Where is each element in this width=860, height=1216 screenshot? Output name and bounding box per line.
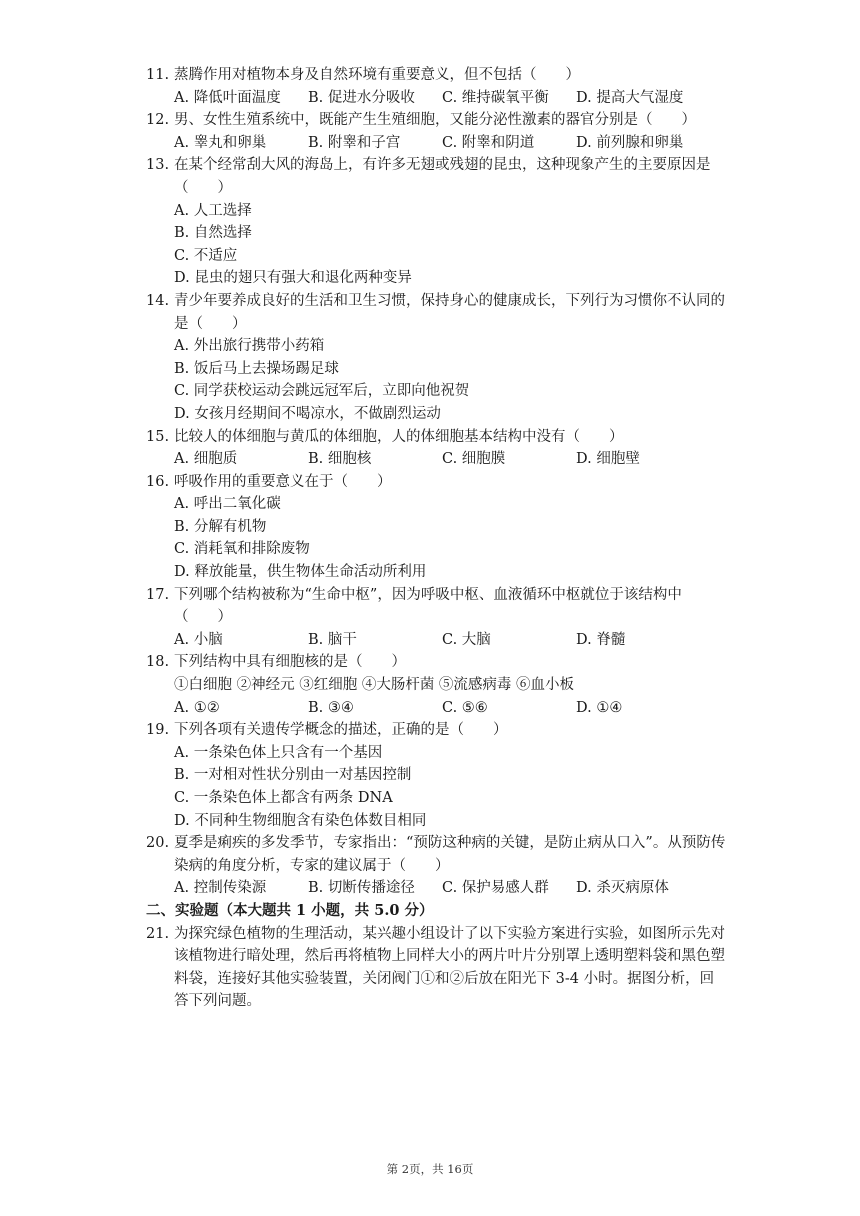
question-stem: 下列结构中具有细胞核的是（ ） [174, 654, 406, 671]
option-b: B. 分解有机物 [174, 518, 267, 535]
question-13 [146, 154, 726, 290]
options-list [174, 493, 726, 583]
option-a: A. 呼出二氧化碳 [174, 496, 281, 513]
question-number: 19. [146, 722, 170, 739]
option-c: C. 维持碳氧平衡 [442, 89, 549, 106]
question-stem: 夏季是痢疾的多发季节，专家指出：“预防这种病的关键，是防止病从口入”。从预防传染病的角度分析，专家的建议属于（ ） [174, 835, 726, 874]
question-19 [146, 719, 726, 832]
question-stem: 蒸腾作用对植物本身及自然环境有重要意义，但不包括（ ） [174, 67, 580, 83]
option-b: B. 自然选择 [174, 225, 252, 242]
question-number: 15. [146, 428, 170, 445]
question-12 [146, 109, 726, 154]
option-a: A. 睾丸和卵巢 [174, 134, 267, 151]
option-d: D. ①④ [576, 699, 623, 716]
options-row [174, 87, 726, 110]
option-b: B. 附睾和子宫 [308, 134, 401, 151]
options-row [174, 448, 726, 471]
option-c: C. 细胞膜 [442, 451, 506, 468]
option-d: D. 细胞壁 [576, 451, 640, 468]
option-c: C. 保护易感人群 [442, 880, 549, 897]
question-stem: 在某个经常刮大风的海岛上，有许多无翅或残翅的昆虫，这种现象产生的主要原因是（ ） [174, 157, 711, 196]
option-b: B. 切断传播途径 [308, 880, 415, 897]
option-b: B. 饭后马上去操场踢足球 [174, 360, 339, 377]
options-list [174, 335, 726, 425]
question-items: ①白细胞 ②神经元 ③红细胞 ④大肠杆菌 ⑤流感病毒 ⑥血小板 [174, 677, 575, 694]
option-b: B. 一对相对性状分别由一对基因控制 [174, 767, 412, 784]
option-c: C. 消耗氧和排除废物 [174, 541, 310, 558]
page-footer: 第 2页，共 16页 [386, 1162, 474, 1176]
option-d: D. 杀灭病原体 [576, 880, 669, 897]
option-b: B. 脑干 [308, 631, 357, 648]
option-c: C. 同学获校运动会跳远冠军后，立即向他祝贺 [174, 383, 470, 400]
question-list [146, 64, 726, 1013]
question-number: 21. [146, 925, 170, 942]
question-stem: 比较人的体细胞与黄瓜的体细胞，人的体细胞基本结构中没有（ ） [174, 428, 624, 445]
options-list [174, 200, 726, 290]
option-a: A. 小脑 [174, 631, 223, 648]
question-number: 14. [146, 292, 170, 309]
question-11 [146, 64, 726, 109]
question-14 [146, 290, 726, 426]
option-a: A. 控制传染源 [174, 880, 267, 897]
option-c: C. 不适应 [174, 247, 238, 264]
option-b: B. 促进水分吸收 [308, 89, 415, 106]
option-c: C. 一条染色体上都含有两条 DNA [174, 790, 393, 806]
option-d: D. 前列腺和卵巢 [576, 134, 684, 151]
option-d: D. 不同种生物细胞含有染色体数目相同 [174, 812, 427, 829]
option-a: A. 降低叶面温度 [174, 89, 281, 106]
option-c: C. 大脑 [442, 631, 491, 648]
question-17 [146, 584, 726, 652]
options-row [174, 877, 726, 900]
question-number: 11. [146, 67, 170, 83]
question-number: 20. [146, 835, 170, 852]
question-number: 18. [146, 654, 170, 671]
question-stem: 下列各项有关遗传学概念的描述，正确的是（ ） [174, 722, 508, 739]
option-a: A. ①② [174, 699, 220, 716]
question-20 [146, 832, 726, 900]
option-c: C. 附睾和阴道 [442, 134, 535, 151]
option-d: D. 女孩月经期间不喝凉水，不做剧烈运动 [174, 405, 441, 422]
option-b: B. 细胞核 [308, 451, 372, 468]
question-stem: 青少年要养成良好的生活和卫生习惯，保持身心的健康成长，下列行为习惯你不认同的是（ ） [174, 292, 725, 332]
question-15 [146, 426, 726, 471]
option-d: D. 昆虫的翅只有强大和退化两种变异 [174, 270, 412, 287]
question-number: 16. [146, 473, 170, 490]
question-stem: 为探究绿色植物的生理活动，某兴趣小组设计了以下实验方案进行实验，如图所示先对该植物进行暗处理，然后再将植物上同样大小的两片叶片分别罩上透明塑料袋和黑色塑料袋，连接好其他实验装置，关闭阀门①和②后放在阳光下 3-4 小时。据图分析，回答下列问题。 [174, 925, 725, 1010]
question-stem: 呼吸作用的重要意义在于（ ） [174, 473, 392, 490]
question-number: 13. [146, 157, 170, 174]
options-row [174, 629, 726, 652]
option-d: D. 脊髓 [576, 631, 626, 648]
section-heading: 二、实验题（本大题共 1 小题，共 5.0 分） [146, 901, 434, 919]
option-c: C. ⑤⑥ [442, 699, 488, 716]
option-a: A. 一条染色体上只含有一个基因 [174, 744, 383, 761]
question-stem: 下列哪个结构被称为“生命中枢”，因为呼吸中枢、血液循环中枢就位于该结构中（ ） [174, 586, 682, 626]
question-18 [146, 651, 726, 719]
question-number: 12. [146, 112, 170, 129]
option-b: B. ③④ [308, 699, 354, 716]
option-a: A. 细胞质 [174, 451, 238, 468]
option-d: D. 释放能量，供生物体生命活动所利用 [174, 564, 427, 581]
options-row [174, 697, 726, 720]
option-a: A. 人工选择 [174, 202, 252, 219]
option-d: D. 提高大气湿度 [576, 89, 684, 106]
question-number: 17. [146, 586, 170, 603]
options-list [174, 742, 726, 832]
question-21 [146, 923, 726, 1013]
question-16 [146, 471, 726, 584]
question-stem: 男、女性生殖系统中，既能产生生殖细胞，又能分泌性激素的器官分别是（ ） [174, 112, 696, 129]
option-a: A. 外出旅行携带小药箱 [174, 338, 325, 355]
options-row [174, 132, 726, 155]
